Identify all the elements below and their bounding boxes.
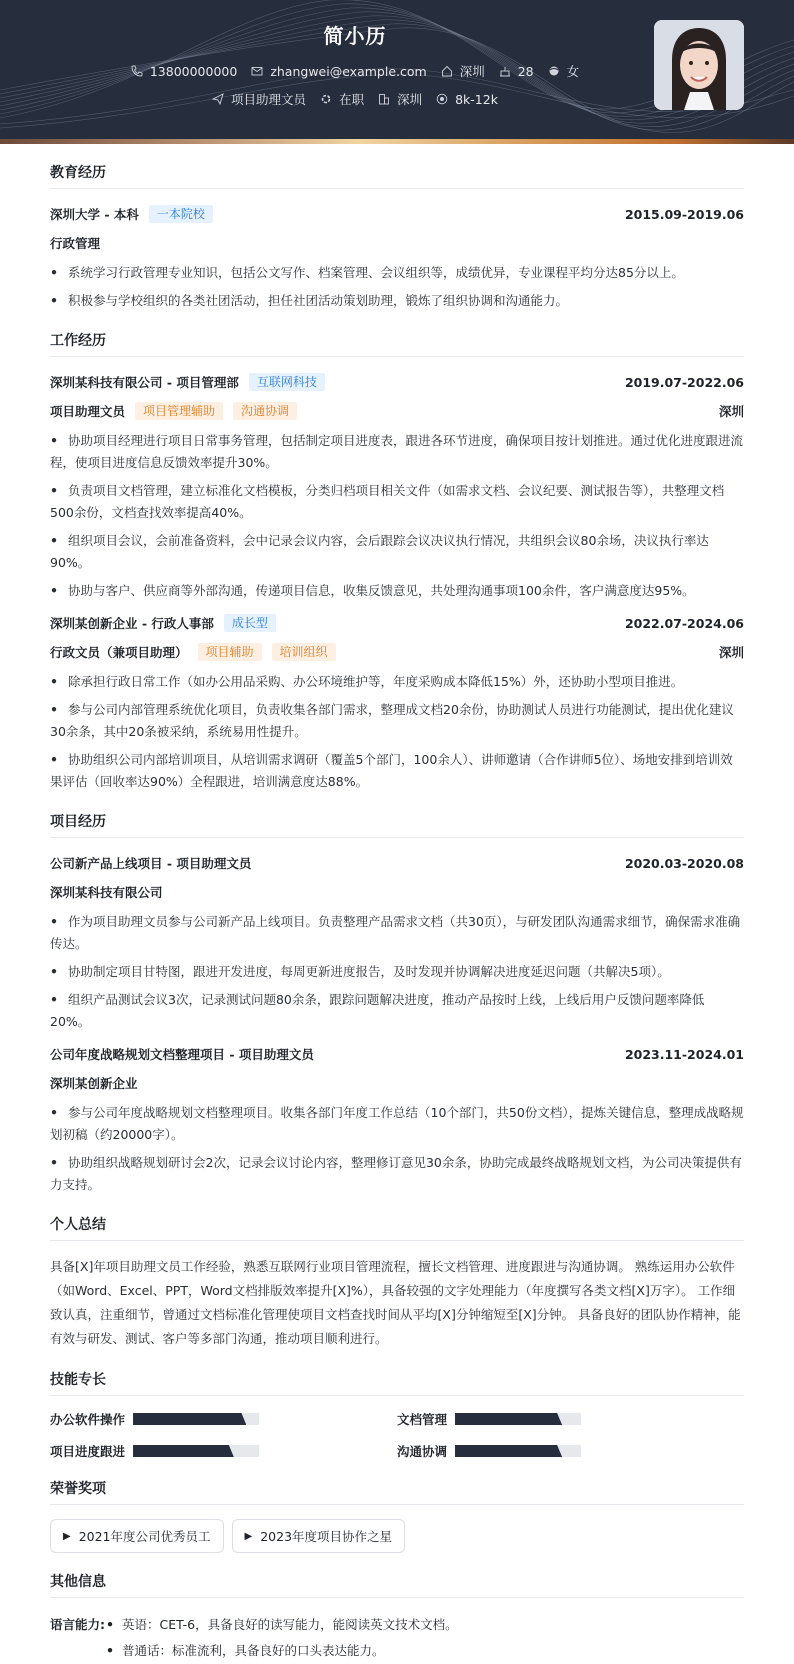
phone-info (131, 64, 237, 79)
target-city-info (378, 90, 422, 108)
skill-bar (133, 1445, 259, 1457)
project-company: 深圳某创新企业 (50, 1076, 138, 1091)
job-status-info (320, 90, 364, 108)
phone-icon (131, 65, 143, 77)
age-icon (499, 65, 511, 77)
skill-item (397, 1442, 744, 1460)
award-item: ▶ 2021年度公司优秀员工 (50, 1519, 224, 1553)
school-tag: 一本院校 (149, 205, 213, 223)
award-item: ▶ 2023年度项目协作之星 (232, 1519, 406, 1553)
skill-name: 办公软件操作 (50, 1412, 126, 1427)
company-tag: 成长型 (224, 614, 276, 632)
list-item: • 负责项目文档管理，建立标准化文档模板，分类归档项目相关文件（如需求文档、会议纪要、测试报告等），共整理文档500余份，文档查找效率提高40%。 (50, 483, 725, 520)
project-entry (50, 1043, 744, 1196)
resume-body (0, 162, 794, 1664)
send-icon (212, 93, 224, 105)
skill-bar (133, 1413, 259, 1425)
project-bullets (50, 1102, 744, 1196)
list-item: • 普通话：标准流利，具备良好的口头表达能力。 (106, 1643, 385, 1658)
list-item: • 协助组织公司内部培训项目，从培训需求调研（覆盖5个部门，100余人）、讲师邀请（合作讲师5位）、场地安排到培训效果评估（回收率达90%）全程跟进，培训满意度达88%。 (50, 752, 733, 789)
project-bullets (50, 911, 744, 1033)
list-item: • 参与公司年度战略规划文档整理项目。收集各部门年度工作总结（10个部门，共50份文档），提炼关键信息，整理成战略规划初稿（约20000字）。 (50, 1105, 744, 1142)
project-date: 2023.11-2024.01 (624, 1046, 744, 1062)
list-item: • 积极参与学校组织的各类社团活动，担任社团活动策划助理，锻炼了组织协调和沟通能力。 (50, 293, 569, 308)
list-item: • 协助制定项目甘特图，跟进开发进度，每周更新进度报告，及时发现并协调解决进度延迟问题（共解决5项）。 (50, 964, 670, 979)
project-name: 公司新产品上线项目 - 项目助理文员 (50, 856, 252, 871)
target-position-info (212, 90, 306, 108)
list-item: • 系统学习行政管理专业知识，包括公文写作、档案管理、会议组织等，成绩优异，专业课程平均分达85分以上。 (50, 265, 684, 280)
other-section (50, 1571, 744, 1664)
role-tag: 沟通协调 (233, 402, 297, 420)
portrait-photo (654, 20, 744, 110)
school-name: 深圳大学 - 本科 (50, 207, 139, 222)
salary-icon (436, 93, 448, 105)
work-entry (50, 371, 744, 602)
projects-section (50, 811, 744, 1196)
triangle-right-icon: ▶ (244, 1530, 253, 1542)
job-info-row (0, 90, 710, 108)
city-text: 深圳 (459, 64, 485, 79)
list-item: • 组织项目会议，会前准备资料，会中记录会议内容，会后跟踪会议决议执行情况，共组织会议80余场，决议执行率达90%。 (50, 533, 709, 570)
skill-item (50, 1442, 397, 1460)
list-item: • 作为项目助理文员参与公司新产品上线项目。负责整理产品需求文档（共30页），与研发团队沟通需求细节，确保需求准确传达。 (50, 914, 741, 951)
list-item: • 协助项目经理进行项目日常事务管理，包括制定项目进度表，跟进各环节进度，确保项目按计划推进。通过优化进度跟进流程，使项目进度信息反馈效率提升30%。 (50, 433, 744, 470)
email-info (251, 64, 426, 79)
job-role: 项目助理文员 (50, 404, 126, 419)
home-icon (441, 65, 453, 77)
awards-section (50, 1478, 744, 1553)
work-location: 深圳 (718, 645, 744, 660)
skill-item (50, 1410, 397, 1428)
project-company: 深圳某科技有限公司 (50, 885, 163, 900)
age-info (499, 64, 534, 79)
list-item: • 协助组织战略规划研讨会2次，记录会议讨论内容，整理修订意见30余条，协助完成最终战略规划文档，为公司决策提供有力支持。 (50, 1155, 742, 1192)
work-bullets (50, 430, 744, 602)
role-tag: 项目辅助 (198, 643, 262, 661)
work-date: 2019.07-2022.06 (624, 374, 744, 390)
list-item: • 协助与客户、供应商等外部沟通，传递项目信息，收集反馈意见，共处理沟通事项100余件，客户满意度达95%。 (50, 583, 695, 598)
list-item: • 英语：CET-6，具备良好的读写能力，能阅读英文技术文档。 (106, 1617, 458, 1632)
summary-text: 具备[X]年项目助理文员工作经验，熟悉互联网行业项目管理流程，擅长文档管理、进度跟进与沟通协调。 熟练运用办公软件（如Word、Excel、PPT，Word文档排版效率提升[X]%），具备较强的文字处理能力（年度撰写各类文档[X]万字）。 工作细致认真，注重细节，曾通过文档标准化管理使项目文档查找时间从平均[X]分钟缩短至[X]分钟。 具备良好的团队协作精神，能有效与研发、测试、客户等多部门沟通，推动项目顺利进行。 (50, 1259, 741, 1346)
education-entry (50, 203, 744, 312)
work-location: 深圳 (718, 404, 744, 419)
education-section (50, 162, 744, 312)
section-title: 教育经历 (50, 162, 744, 189)
education-date: 2015.09-2019.06 (624, 206, 744, 222)
target-city-text: 深圳 (397, 92, 423, 107)
building-icon (378, 93, 390, 105)
project-date: 2020.03-2020.08 (624, 855, 744, 871)
work-date: 2022.07-2024.06 (624, 615, 744, 631)
company-tag: 互联网科技 (249, 373, 325, 391)
list-item: • 组织产品测试会议3次，记录测试问题80余条，跟踪问题解决进度，推动产品按时上线，上线后用户反馈问题率降低20%。 (50, 992, 705, 1029)
work-entry (50, 612, 744, 793)
city-info (441, 62, 485, 80)
contact-info-row (0, 62, 710, 80)
education-bullets (50, 262, 744, 312)
list-item: • 参与公司内部管理系统优化项目，负责收集各部门需求，整理成文档20余份，协助测试人员进行功能测试，提出优化建议30余条，其中20条被采纳，系统易用性提升。 (50, 702, 734, 739)
mail-icon (251, 65, 263, 77)
job-status-text: 在职 (339, 92, 365, 107)
language-skills (50, 1612, 744, 1664)
gender-info (548, 62, 580, 80)
role-tag: 项目管理辅助 (135, 402, 223, 420)
gender-text: 女 (566, 64, 580, 79)
section-title: 工作经历 (50, 330, 744, 357)
skill-bar (455, 1413, 581, 1425)
status-icon (320, 93, 332, 105)
candidate-name: 简小历 (323, 24, 387, 48)
section-title: 其他信息 (50, 1571, 744, 1598)
project-entry (50, 852, 744, 1033)
salary-text: 8k-12k (455, 91, 498, 107)
company-name: 深圳某创新企业 - 行政人事部 (50, 616, 214, 631)
language-label: 语言能力: (50, 1617, 105, 1632)
gender-icon (548, 65, 560, 77)
salary-info (436, 92, 498, 107)
work-section (50, 330, 744, 793)
avatar (654, 20, 744, 110)
skills-section (50, 1369, 744, 1460)
work-bullets (50, 671, 744, 793)
gold-accent-bar (0, 139, 794, 144)
skill-name: 沟通协调 (397, 1444, 448, 1459)
major-name: 行政管理 (50, 236, 101, 251)
target-position-text: 项目助理文员 (231, 92, 307, 107)
list-item: • 除承担行政日常工作（如办公用品采购、办公环境维护等，年度采购成本降低15%）外，还协助小型项目推进。 (50, 674, 684, 689)
triangle-right-icon: ▶ (63, 1530, 71, 1542)
section-title: 项目经历 (50, 811, 744, 838)
summary-section (50, 1214, 744, 1351)
skill-name: 项目进度跟进 (50, 1444, 126, 1459)
email-text: zhangwei@example.com (270, 63, 427, 79)
section-title: 荣誉奖项 (50, 1478, 744, 1505)
skill-bar (455, 1445, 581, 1457)
resume-header (0, 0, 794, 144)
phone-text: 13800000000 (149, 63, 238, 79)
age-text: 28 (517, 63, 534, 79)
project-name: 公司年度战略规划文档整理项目 - 项目助理文员 (50, 1047, 314, 1062)
section-title: 个人总结 (50, 1214, 744, 1241)
job-role: 行政文员（兼项目助理） (50, 645, 188, 660)
section-title: 技能专长 (50, 1369, 744, 1396)
skill-name: 文档管理 (397, 1412, 448, 1427)
company-name: 深圳某科技有限公司 - 项目管理部 (50, 375, 239, 390)
role-tag: 培训组织 (272, 643, 336, 661)
skill-item (397, 1410, 744, 1428)
